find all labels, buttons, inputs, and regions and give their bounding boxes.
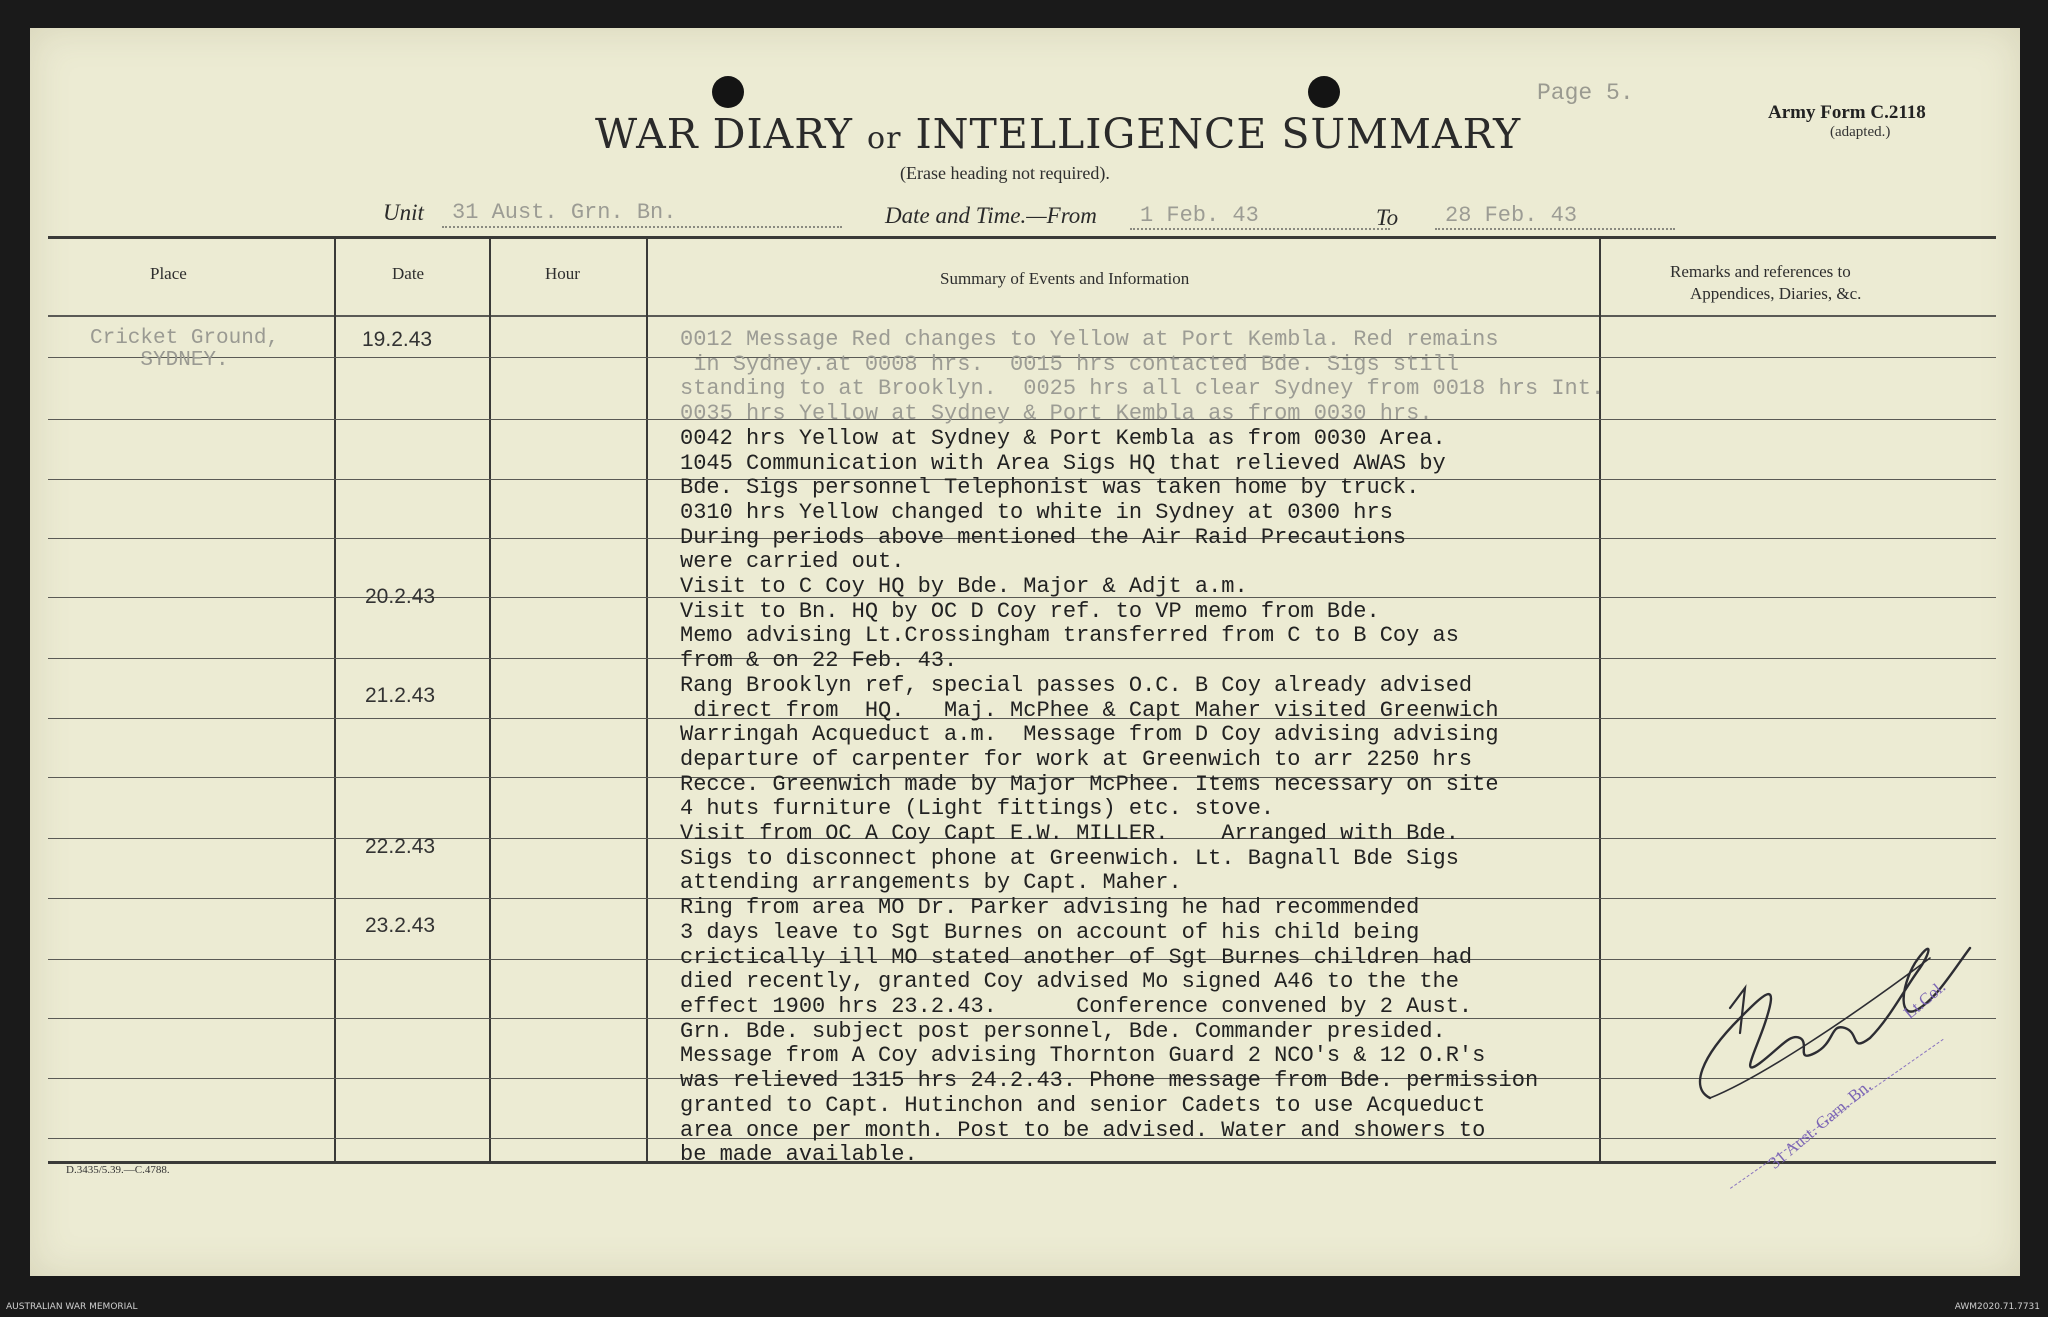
summary-line: Ring from area MO Dr. Parker advising he had recommended (680, 895, 1420, 921)
punch-hole-left (712, 76, 744, 108)
summary-line: Visit to Bn. HQ by OC D Coy ref. to VP memo from Bde. (680, 598, 1380, 624)
date-to-value: 28 Feb. 43 (1445, 203, 1578, 228)
entry-date: 21.2.43 (365, 684, 436, 707)
col-header-place: Place (150, 264, 187, 283)
summary-line: were carried out. (680, 549, 905, 575)
title-war-diary: WAR DIARY (595, 110, 853, 158)
title-intelligence-summary: INTELLIGENCE SUMMARY (915, 110, 1522, 158)
summary-line: Message from A Coy advising Thornton Guard 2 NCO's & 12 O.R's (680, 1043, 1486, 1069)
col-header-remarks-1: Remarks and references to (1670, 262, 1851, 281)
punch-hole-right (1308, 76, 1340, 108)
place-line: Cricket Ground, (90, 327, 280, 350)
place-cell (90, 328, 279, 372)
page-subtitle: (Erase heading not required). (900, 163, 1110, 183)
unit-value: 31 Aust. Grn. Bn. (452, 200, 677, 225)
stamp-unit: 31 Aust. Garn. Bn. (1765, 1076, 1875, 1173)
summary-line: died recently, granted Coy advised Mo signed A46 to the the (680, 969, 1459, 995)
summary-line: effect 1900 hrs 23.2.43. Conference convened by 2 Aust. (680, 993, 1473, 1019)
form-code: D.3435/5.39.—C.4788. (66, 1164, 170, 1176)
summary-line: Visit from OC A Coy Capt E.W. MILLER. Arranged with Bde. (680, 821, 1459, 847)
summary-line: 4 huts furniture (Light fittings) etc. stove. (680, 796, 1275, 822)
stamp-rank: Lt.Col. (1900, 977, 1950, 1023)
archive-label-right: AWM2020.71.7731 (1954, 1302, 2040, 1312)
date-to-label: To (1376, 205, 1399, 230)
col-header-remarks-2: Appendices, Diaries, &c. (1690, 284, 1862, 303)
summary-line: 0012 Message Red changes to Yellow at Port Kembla. Red remains (680, 327, 1499, 352)
page-title (595, 110, 1521, 158)
title-or: or (867, 121, 902, 156)
col-header-hour: Hour (545, 264, 580, 283)
summary-line: 0310 hrs Yellow changed to white in Sydney at 0300 hrs (680, 499, 1393, 525)
entry-date: 22.2.43 (365, 835, 436, 858)
date-from-label: Date and Time.—From (885, 203, 1097, 228)
date-from-value: 1 Feb. 43 (1140, 203, 1259, 228)
summary-line: Recce. Greenwich made by Major McPhee. Items necessary on site (680, 771, 1499, 797)
summary-line: 0035 hrs Yellow at Sydney & Port Kembla as from 0030 hrs. (680, 401, 1433, 427)
summary-line: direct from HQ. Maj. McPhee & Capt Maher visited Greenwich (680, 697, 1499, 723)
summary-line: in Sydney.at 0008 hrs. 0015 hrs contacted Bde. Sigs still (680, 351, 1459, 377)
summary-line: standing to at Brooklyn. 0025 hrs all clear Sydney from 0018 hrs Int. (680, 376, 1605, 402)
summary-line: Visit to C Coy HQ by Bde. Major & Adjt a.m. (680, 574, 1248, 600)
entry-date: 20.2.43 (365, 585, 436, 608)
summary-line: Rang Brooklyn ref, special passes O.C. B Coy already advised (680, 672, 1473, 698)
entry-date: 19.2.43 (362, 328, 433, 351)
army-form-number: Army Form C.2118 (1768, 102, 1926, 123)
summary-line: 1045 Communication with Area Sigs HQ that relieved AWAS by (680, 450, 1446, 476)
col-header-summary: Summary of Events and Information (940, 269, 1190, 288)
summary-line: 3 days leave to Sgt Burnes on account of his child being (680, 919, 1420, 945)
summary-line: 0042 hrs Yellow at Sydney & Port Kembla as from 0030 Area. (680, 425, 1446, 451)
summary-line: area once per month. Post to be advised. Water and showers to (680, 1117, 1486, 1143)
summary-line: Grn. Bde. subject post personnel, Bde. Commander presided. (680, 1018, 1446, 1044)
page-number: Page 5. (1537, 80, 1634, 106)
archive-label-left: AUSTRALIAN WAR MEMORIAL (6, 1302, 138, 1312)
summary-line: Memo advising Lt.Crossingham transferred from C to B Coy as (680, 623, 1459, 649)
summary-line: Sigs to disconnect phone at Greenwich. Lt. Bagnall Bde Sigs (680, 845, 1459, 871)
summary-line: crictically ill MO stated another of Sgt Burnes children had (680, 944, 1473, 970)
diary-sheet (30, 28, 2020, 1276)
summary-line: was relieved 1315 hrs 24.2.43. Phone message from Bde. permission (680, 1068, 1539, 1094)
summary-line: Bde. Sigs personnel Telephonist was taken home by truck. (680, 475, 1420, 501)
summary-line: from & on 22 Feb. 43. (680, 648, 958, 674)
summary-text (680, 328, 1604, 1168)
summary-line: Warringah Acqueduct a.m. Message from D Coy advising advising (680, 722, 1499, 748)
summary-line: granted to Capt. Hutinchon and senior Cadets to use Acqueduct (680, 1092, 1486, 1118)
place-line: SYDNEY. (140, 349, 229, 372)
unit-label: Unit (383, 200, 424, 225)
summary-line: departure of carpenter for work at Greenwich to arr 2250 hrs (680, 746, 1473, 772)
summary-line: During periods above mentioned the Air Raid Precautions (680, 524, 1407, 550)
summary-line: be made available. (680, 1142, 918, 1168)
entry-date: 23.2.43 (365, 914, 436, 937)
col-header-date: Date (392, 264, 425, 283)
army-form-adapted: (adapted.) (1830, 124, 1891, 140)
summary-line: attending arrangements by Capt. Maher. (680, 870, 1182, 896)
